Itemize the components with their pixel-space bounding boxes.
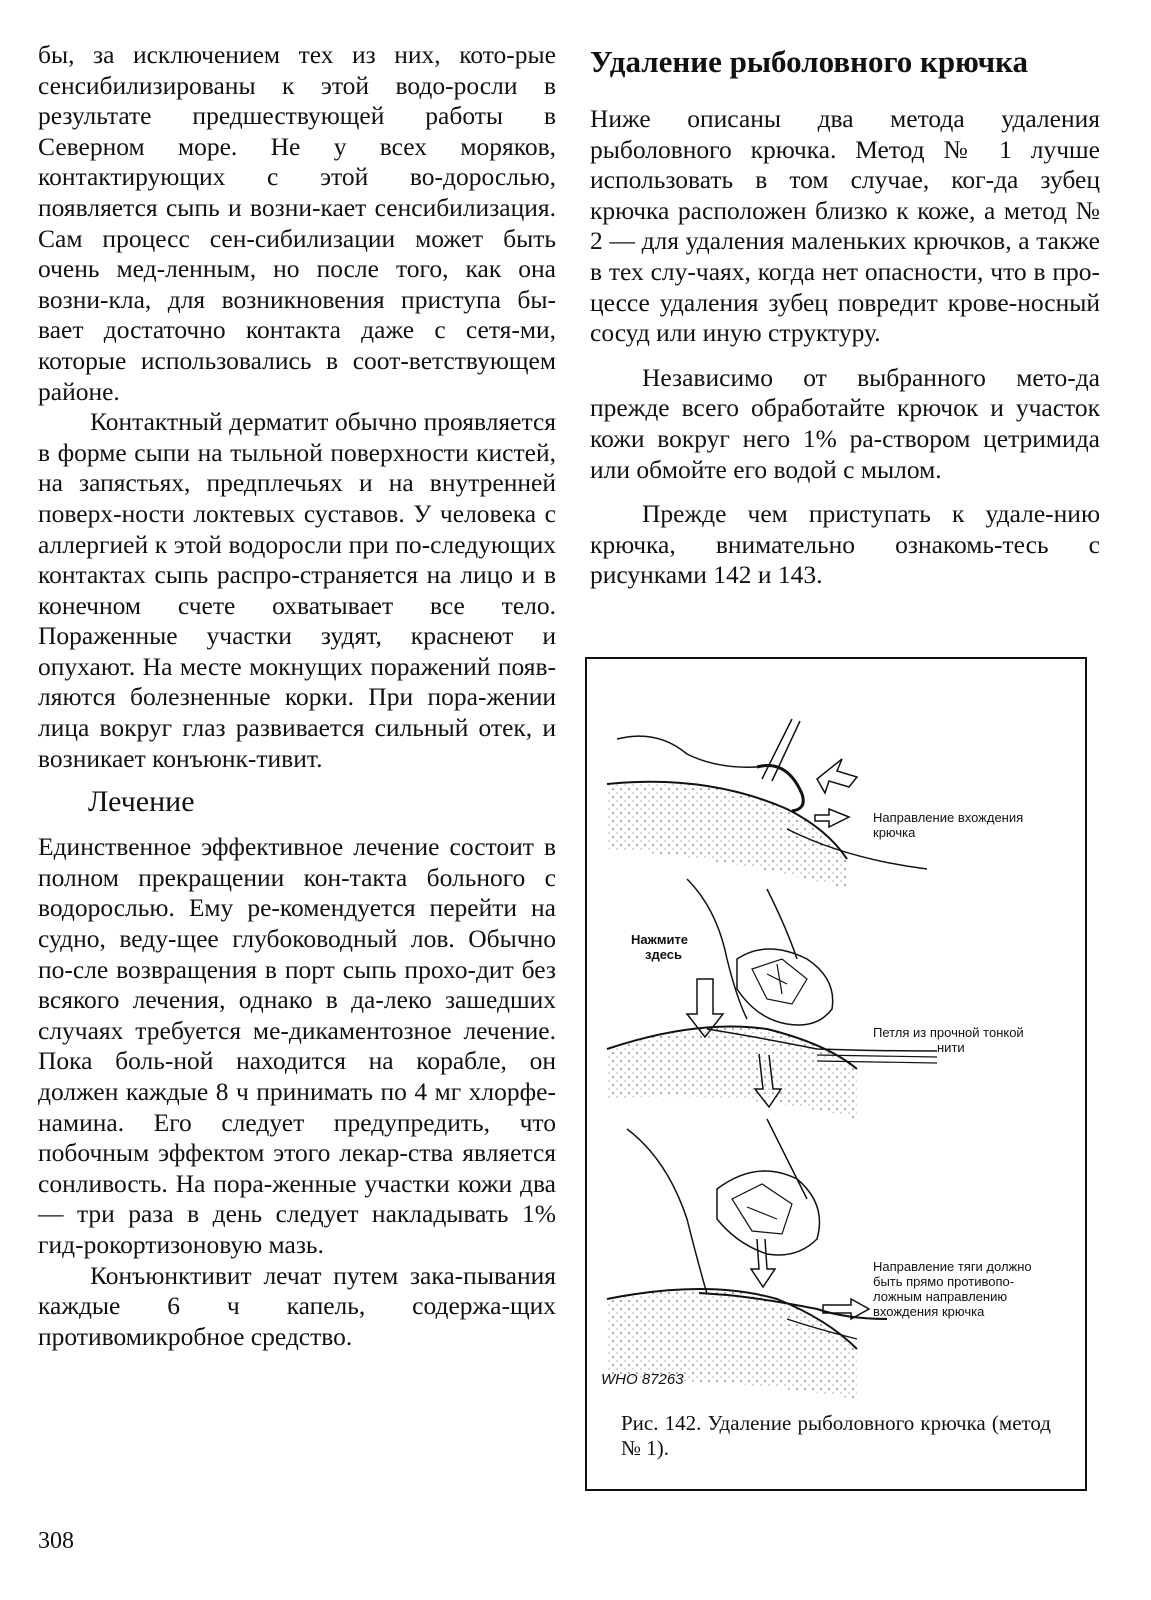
- left-paragraph-1: бы, за исключением тех из них, кото-рые сенсибилизированы к этой водо-росли в результате предшествующей работы в Северном море. Не у всех моряков, контактирующих с этой во-дорослью, появляется сыпь и возни-кает сенсибилизация. Сам процесс сен-сибилизации может быть очень мед-ленным, но после того, как она возни-кла, для возникновения приступа бы-вает достаточно контакта даже с сетя-ми, которые использовались в соот-ветствующем районе.: [38, 40, 556, 406]
- section-title-hook-removal: Удаление рыболовного крючка: [590, 44, 1028, 79]
- page-number: 308: [38, 1528, 74, 1554]
- label-pull-line-4: вхождения крючка: [873, 1304, 985, 1319]
- label-press-line-2: здесь: [645, 947, 682, 962]
- right-column: [590, 40, 1100, 591]
- panel-3-hand-pull: [607, 1119, 887, 1399]
- section-heading-treatment: Лечение: [88, 785, 195, 819]
- figure-code: WHO 87263: [601, 1371, 684, 1388]
- label-loop-line-2: нити: [937, 1040, 965, 1055]
- hook-removal-illustration: [587, 659, 1085, 1489]
- panel-1-skin: [607, 719, 927, 889]
- left-column: [38, 40, 556, 1352]
- label-pull-line-2: быть прямо противопо-: [873, 1274, 1015, 1289]
- label-pull-line-1: Направление тяги должно: [873, 1259, 1032, 1274]
- left-paragraph-2: Контактный дерматит обычно проявляется в форме сыпи на тыльной поверхности кистей, на запястьях, предплечьях и на внутренней поверх-ности локтевых суставов. У человека с аллергией к этой водоросли при по-следующих контактах сыпь распро-страняется на лицо и в конечном счете охватывает все тело. Пораженные участки зудят, краснеют и опухают. На месте мокнущих поражений появ-ляются болезненные корки. При пора-жении лица вокруг глаз развивается сильный отек, и возникает конъюнк-тивит.: [38, 407, 556, 773]
- label-entry-line-2: крючка: [873, 825, 916, 840]
- label-press-line-1: Нажмите: [631, 932, 689, 947]
- figure-142: [585, 657, 1087, 1491]
- panel-2-hand-loop: [607, 879, 937, 1119]
- label-loop-line-1: Петля из прочной тонкой: [873, 1025, 1024, 1040]
- left-paragraph-3: Единственное эффективное лечение состоит в полном прекращении кон-такта больного с водорослью. Ему ре-комендуется перейти на судно, веду-щее глубоководный лов. Обычно по-сле возвращения в порт сыпь прохо-дит без всякого лечения, однако в да-леко зашедших случаях требуется ме-дикаментозное лечение. Пока боль-ной находится на корабле, он должен каждые 8 ч принимать по 4 мг хлорфе-намина. Его следует предупредить, что побочным эффектом этого лекар-ства является сонливость. На пора-женные участки кожи два — три раза в день следует накладывать 1% гид-рокортизоновую мазь.: [38, 832, 556, 1259]
- right-paragraph-2: Независимо от выбранного мето-да прежде всего обработайте крючок и участок кожи вокруг него 1% ра-створом цетримида или обмойте его водой с мылом.: [590, 362, 1100, 484]
- right-paragraph-3: Прежде чем приступать к удале-нию крючка, внимательно ознакомь-тесь с рисунками 142 и 143.: [590, 499, 1100, 590]
- label-entry-line-1: Направление вхождения: [873, 810, 1024, 825]
- right-paragraph-1: Ниже описаны два метода удаления рыболовного крючка. Метод № 1 лучше использовать в том случае, ког-да зубец крючка расположен близко к коже, а метод № 2 — для удаления маленьких крючков, а также в тех слу-чаях, когда нет опасности, что в про-цессе удаления зубец повредит крове-носный сосуд или иную структуру.: [590, 104, 1100, 348]
- left-paragraph-4: Конъюнктивит лечат путем зака-пывания каждые 6 ч капель, содержа-щих противомикробное средство.: [38, 1260, 556, 1351]
- label-pull-line-3: ложным направлению: [873, 1289, 1008, 1304]
- figure-caption: Рис. 142. Удаление рыболовного крючка (метод № 1).: [621, 1411, 1051, 1460]
